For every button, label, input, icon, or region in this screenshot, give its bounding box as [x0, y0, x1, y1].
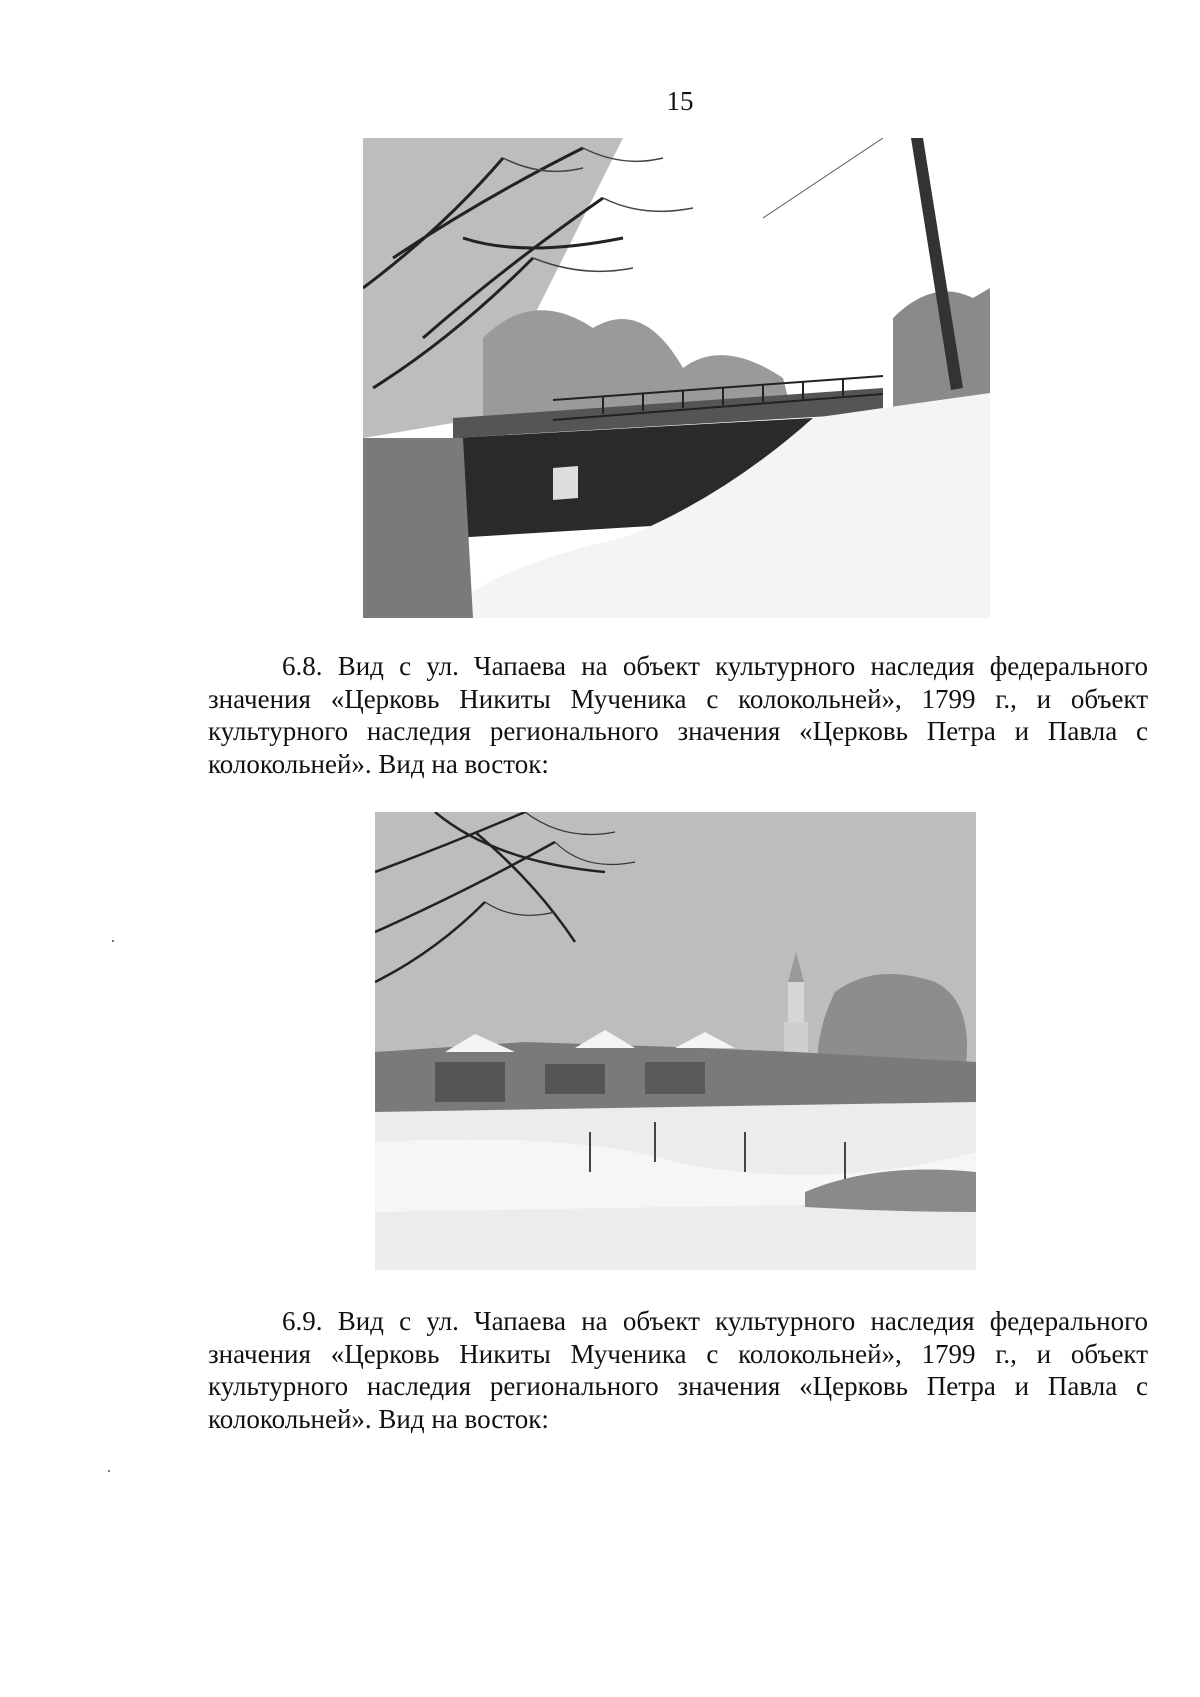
caption-text: Вид с ул. Чапаева на объект культурного наследия федерального значения «Церковь Никиты Мученика с колокольней», 1799 г., и объект культурного наследия регионального значения «Церковь Петра и Павла с колокольней». Вид на восток:: [208, 1306, 1149, 1434]
scan-artifact: [112, 940, 114, 942]
scan-artifact: [108, 1470, 110, 1472]
village-bell-tower-photo: [375, 812, 976, 1270]
caption-number: 6.9.: [282, 1306, 323, 1336]
caption-text: Вид с ул. Чапаева на объект культурного наследия федерального значения «Церковь Никиты Мученика с колокольней», 1799 г., и объект культурного наследия регионального значения «Церковь Петра и Павла с колокольней». Вид на восток:: [208, 651, 1149, 779]
figure-caption-6-8: [208, 650, 1148, 780]
village-photo-illustration: [375, 812, 976, 1270]
page-number: 15: [666, 86, 694, 116]
figure-caption-6-9: [208, 1305, 1148, 1435]
caption-number: 6.8.: [282, 651, 323, 681]
bridge-photo-illustration: [363, 138, 990, 618]
bridge-winter-photo: [363, 138, 990, 618]
